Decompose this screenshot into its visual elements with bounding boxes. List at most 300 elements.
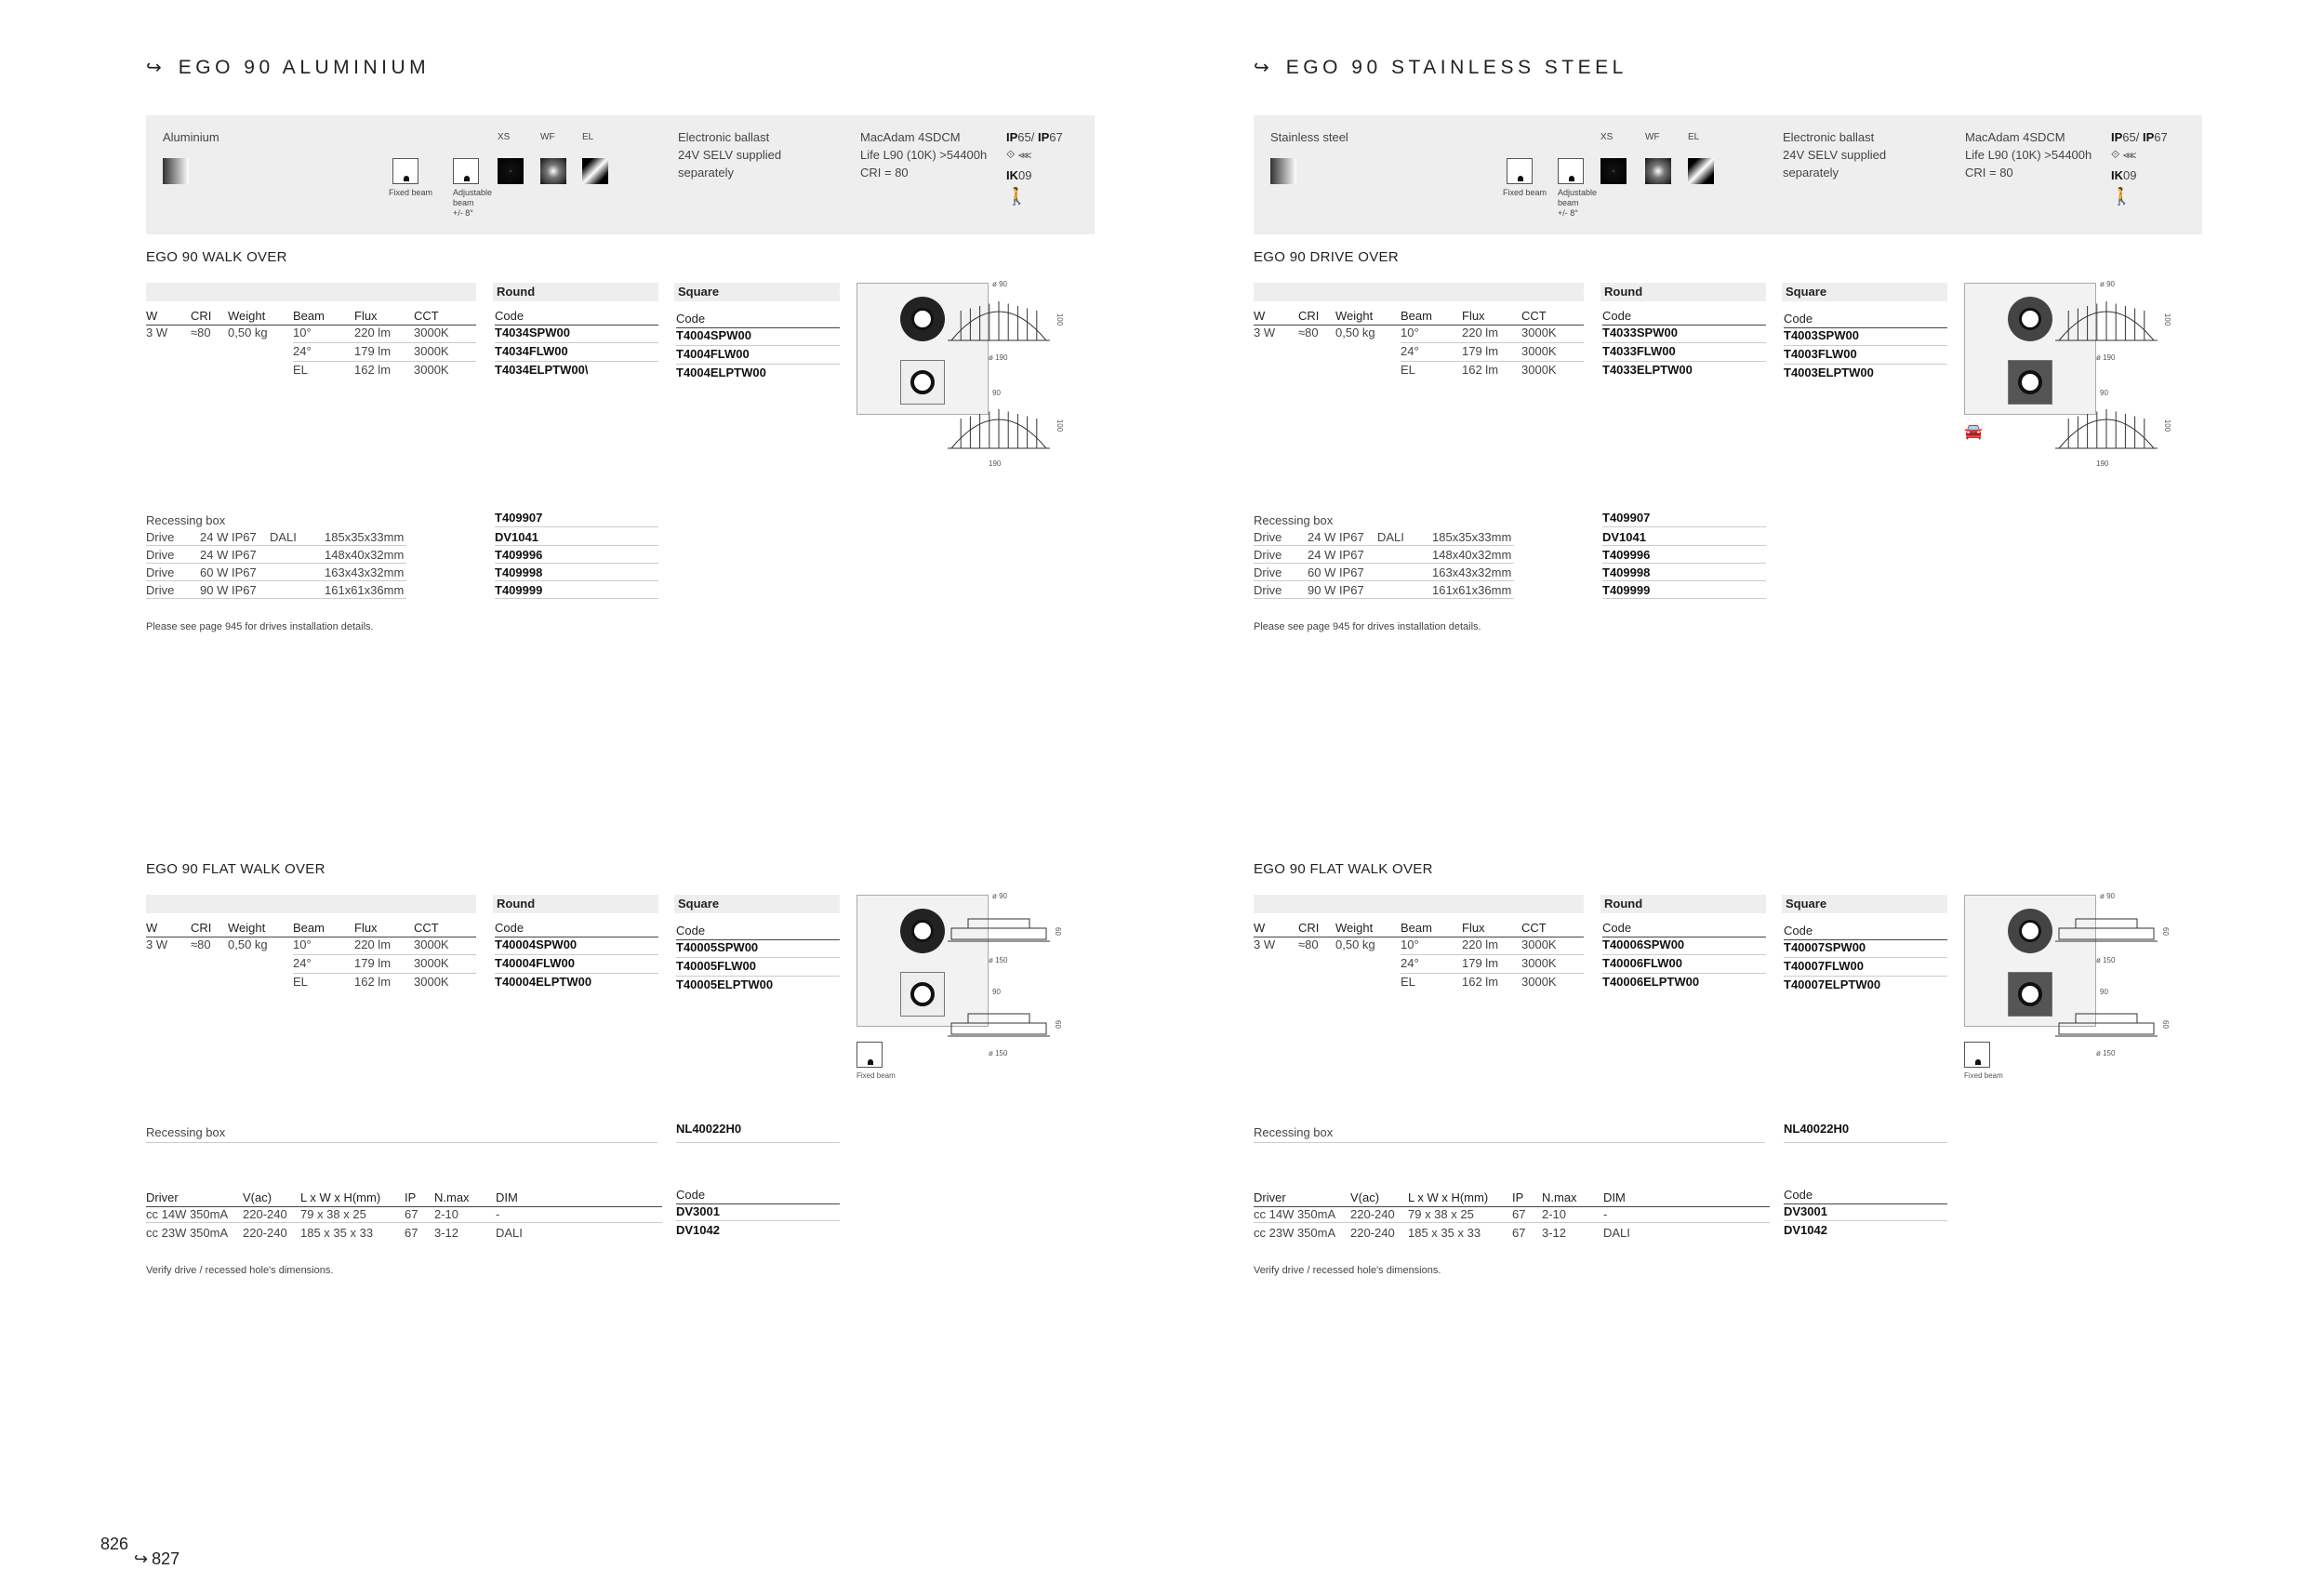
beam-row-value: 220 lm <box>354 326 392 339</box>
spec-value: 3 W <box>1254 326 1276 339</box>
round-label: Round <box>497 285 536 299</box>
fixture-section-drawing <box>2055 902 2158 947</box>
round-product-code: T40004ELPTW00 <box>495 975 592 989</box>
drive-size: 163x43x32mm <box>1432 565 1512 579</box>
square-label: Square <box>1786 897 1827 911</box>
row-divider <box>293 361 476 362</box>
installation-note: Please see page 945 for drives installation details. <box>1254 621 1481 632</box>
drive-power: 90 W IP67 <box>1308 583 1364 597</box>
beam-row-value: 3000K <box>414 326 449 339</box>
column-header: Flux <box>1462 921 1485 935</box>
dimension-label: 60 <box>2160 927 2170 936</box>
driver-value: 3-12 <box>434 1226 459 1240</box>
driver-value: - <box>496 1207 500 1221</box>
fixed-beam-icon <box>1507 158 1533 184</box>
row-divider <box>1602 563 1766 564</box>
dimension-label: ø 190 <box>2096 353 2116 362</box>
dimension-label: ø 150 <box>989 1049 1008 1057</box>
drive-code: T409998 <box>495 565 543 579</box>
ik-rating: IK09 <box>1006 168 1032 182</box>
beam-row-value: 162 lm <box>354 363 392 377</box>
beam-row-value: 3000K <box>1521 363 1557 377</box>
drive-size: 185x35x33mm <box>325 530 405 544</box>
beam-row-value: 24° <box>1401 344 1419 358</box>
column-header: Flux <box>354 309 378 323</box>
column-header: Beam <box>293 309 325 323</box>
square-fixture-icon <box>2008 360 2052 405</box>
row-divider <box>1602 545 1766 546</box>
spec-value: ≈80 <box>191 326 211 339</box>
driver-column-header: Driver <box>146 1190 179 1204</box>
ip-symbols-icon: ⟐ ⋘ <box>2111 148 2137 161</box>
beam-row-value: 220 lm <box>1462 326 1499 339</box>
column-header: Weight <box>228 921 266 935</box>
row-divider <box>293 342 476 343</box>
round-product-code: T4034ELPTW00\ <box>495 363 589 377</box>
round-code-header: Code <box>1602 309 1632 323</box>
square-label: Square <box>678 285 720 299</box>
round-product-code: T40004FLW00 <box>495 956 575 970</box>
square-product-code: T4003ELPTW00 <box>1784 366 1874 379</box>
spec-value: 0,50 kg <box>228 326 268 339</box>
drive-type: Drive <box>1254 548 1282 562</box>
fixed-beam-label: Fixed beam <box>1503 188 1547 197</box>
beam-row-value: 3000K <box>1521 344 1557 358</box>
row-divider <box>495 526 658 527</box>
row-divider <box>1784 345 1947 346</box>
beam-row-value: EL <box>293 975 308 989</box>
ip-rating: IP65/ IP67 <box>1006 130 1063 144</box>
driver-value: cc 14W 350mA <box>146 1207 229 1221</box>
square-product-code: T4003SPW00 <box>1784 328 1859 342</box>
square-code-header: Code <box>676 924 706 937</box>
beam-row-value: 10° <box>293 326 312 339</box>
row-divider <box>1784 976 1947 977</box>
round-product-code: T4033SPW00 <box>1602 326 1678 339</box>
row-divider <box>293 954 476 955</box>
driver-value: 67 <box>405 1226 418 1240</box>
beam-wf-icon <box>540 158 566 184</box>
square-product-code: T40007ELPTW00 <box>1784 977 1881 991</box>
section-heading: EGO 90 WALK OVER <box>146 249 287 265</box>
beam-el-icon <box>582 158 608 184</box>
fixture-section-drawing <box>948 290 1050 346</box>
column-header: W <box>146 921 158 935</box>
driver-column-header: IP <box>405 1190 417 1204</box>
row-divider <box>495 598 658 599</box>
adjustable-beam-label: Adjustable beam +/- 8° <box>453 188 493 218</box>
square-code-header: Code <box>1784 312 1813 326</box>
dimension-label: 100 <box>1056 419 1065 432</box>
fixture-section-drawing <box>2055 398 2158 454</box>
dimension-label: 100 <box>1056 312 1065 326</box>
spec-value: 3 W <box>146 937 168 951</box>
driver-value: DALI <box>1603 1226 1630 1240</box>
beam-row-value: 3000K <box>414 975 449 989</box>
beam-xs-label: XS <box>498 132 511 142</box>
driver-value: 67 <box>405 1207 418 1221</box>
page-right <box>1254 0 2202 1569</box>
column-header: CRI <box>1298 921 1320 935</box>
beam-row-value: 3000K <box>1521 956 1557 970</box>
row-divider <box>495 954 658 955</box>
driver-value: 79 x 38 x 25 <box>1408 1207 1474 1221</box>
beam-row-value: 179 lm <box>1462 344 1499 358</box>
column-header: Weight <box>228 309 266 323</box>
square-code-header: Code <box>1784 924 1813 937</box>
beam-xs-icon <box>1600 158 1627 184</box>
drive-size: 185x35x33mm <box>1432 530 1512 544</box>
fixed-beam-icon <box>392 158 418 184</box>
row-divider <box>1401 361 1584 362</box>
car-icon: 🚘 <box>1964 424 1983 440</box>
round-fixture-icon <box>900 297 945 341</box>
spec-value: ≈80 <box>1298 326 1319 339</box>
section-heading: EGO 90 FLAT WALK OVER <box>1254 861 1433 877</box>
row-divider <box>1602 526 1766 527</box>
driver-column-header: Driver <box>1254 1190 1286 1204</box>
recessing-box-code: NL40022H0 <box>1784 1122 1850 1136</box>
row-divider <box>676 976 840 977</box>
dimension-label: 60 <box>2160 1020 2170 1029</box>
drive-power: 24 W IP67 <box>1308 530 1364 544</box>
row-divider <box>676 1220 840 1221</box>
dimension-label: 60 <box>1053 1020 1062 1029</box>
spec-value: ≈80 <box>1298 937 1319 951</box>
fixed-beam-icon <box>857 1042 883 1068</box>
column-header: CCT <box>414 921 439 935</box>
installation-note: Please see page 945 for drives installation details. <box>146 621 374 632</box>
dimension-label: ø 90 <box>2100 280 2116 288</box>
fixture-section-drawing <box>2055 290 2158 346</box>
driver-value: DALI <box>496 1226 523 1240</box>
beam-row-value: 24° <box>293 956 312 970</box>
square-product-code: T40007SPW00 <box>1784 940 1866 954</box>
round-label: Round <box>1604 285 1643 299</box>
row-divider <box>495 580 658 581</box>
driver-value: 67 <box>1512 1207 1526 1221</box>
macadam-info: MacAdam 4SDCM Life L90 (10K) >54400h CRI = 80 <box>860 130 988 180</box>
row-divider <box>146 598 406 599</box>
driver-code: DV3001 <box>676 1204 720 1218</box>
info-band <box>146 115 1095 234</box>
recessing-box-code: T409907 <box>495 511 543 525</box>
drive-type: Drive <box>146 583 175 597</box>
fixture-section-drawing <box>2055 997 2158 1042</box>
beam-el-icon <box>1688 158 1714 184</box>
adjustable-beam-icon <box>453 158 479 184</box>
beam-row-value: 10° <box>293 937 312 951</box>
driver-value: 220-240 <box>1350 1207 1395 1221</box>
spec-header-bar <box>1254 895 1584 913</box>
dimension-label: 190 <box>2096 459 2109 468</box>
spec-header-bar <box>1254 283 1584 301</box>
square-code-header: Code <box>676 312 706 326</box>
dimension-label: ø 190 <box>989 353 1008 362</box>
drive-power: 24 W IP67 <box>1308 548 1364 562</box>
drive-power: 24 W IP67 <box>200 548 257 562</box>
driver-column-header: IP <box>1512 1190 1524 1204</box>
dimension-label: 90 <box>992 988 1001 996</box>
dimension-label: ø 150 <box>2096 956 2116 964</box>
fixed-beam-label: Fixed beam <box>857 1071 896 1080</box>
drive-type: Drive <box>1254 565 1282 579</box>
row-divider <box>1602 598 1766 599</box>
beam-row-value: 3000K <box>414 956 449 970</box>
row-divider <box>1602 954 1766 955</box>
drive-code: DV1041 <box>1602 530 1646 544</box>
driver-column-header: DIM <box>496 1190 518 1204</box>
spec-value: 0,50 kg <box>1335 937 1375 951</box>
column-header: W <box>1254 309 1266 323</box>
beam-row-value: 3000K <box>414 363 449 377</box>
column-header: Flux <box>1462 309 1485 323</box>
square-fixture-icon <box>2008 972 2052 1017</box>
dimension-label: ø 90 <box>992 892 1008 900</box>
beam-row-value: 179 lm <box>1462 956 1499 970</box>
page-title: ↪ EGO 90 ALUMINIUM <box>146 57 431 78</box>
column-header: W <box>1254 921 1266 935</box>
column-header: W <box>146 309 158 323</box>
drive-type: Drive <box>146 565 175 579</box>
drive-power: 60 W IP67 <box>200 565 257 579</box>
square-product-code: T40005ELPTW00 <box>676 977 774 991</box>
driver-value: 79 x 38 x 25 <box>300 1207 366 1221</box>
row-divider <box>495 342 658 343</box>
beam-row-value: EL <box>1401 975 1415 989</box>
round-label: Round <box>1604 897 1643 911</box>
round-fixture-icon <box>2008 909 2052 953</box>
row-divider <box>495 563 658 564</box>
row-divider <box>1254 1142 1765 1143</box>
recessing-box-label: Recessing box <box>1254 1125 1334 1139</box>
page-number-left: 826 <box>100 1535 129 1553</box>
dimension-label: ø 90 <box>992 280 1008 288</box>
row-divider <box>495 545 658 546</box>
beam-row-value: 220 lm <box>354 937 392 951</box>
row-divider <box>146 545 406 546</box>
dimension-label: 190 <box>989 459 1002 468</box>
beam-row-value: 162 lm <box>1462 363 1499 377</box>
spec-value: 3 W <box>146 326 168 339</box>
round-code-header: Code <box>1602 921 1632 935</box>
recessing-box-label: Recessing box <box>146 513 226 527</box>
row-divider <box>1602 361 1766 362</box>
material-swatch <box>1270 158 1296 184</box>
driver-value: 67 <box>1512 1226 1526 1240</box>
driver-value: 2-10 <box>1542 1207 1567 1221</box>
page-left <box>146 0 1095 1569</box>
square-product-code: T4004ELPTW00 <box>676 366 766 379</box>
row-divider <box>1784 1220 1947 1221</box>
driver-value: 3-12 <box>1542 1226 1567 1240</box>
square-product-code: T40007FLW00 <box>1784 959 1864 973</box>
drive-code: T409996 <box>495 548 543 562</box>
square-product-code: T40005SPW00 <box>676 940 759 954</box>
fixture-section-drawing <box>948 997 1050 1042</box>
driver-code-header: Code <box>676 1188 706 1202</box>
fixture-section-drawing <box>948 902 1050 947</box>
ip-symbols-icon: ⟐ ⋘ <box>1006 148 1032 161</box>
column-header: Beam <box>1401 921 1432 935</box>
dimension-label: ø 90 <box>2100 892 2116 900</box>
column-header: CCT <box>1521 921 1547 935</box>
arrow-icon: ↪ <box>146 58 162 78</box>
driver-code-header: Code <box>1784 1188 1813 1202</box>
driver-column-header: DIM <box>1603 1190 1626 1204</box>
walking-person-icon: 🚶 <box>1006 187 1028 206</box>
row-divider <box>1254 598 1514 599</box>
round-product-code: T4033ELPTW00 <box>1602 363 1693 377</box>
drive-type: Drive <box>146 548 175 562</box>
row-divider <box>676 364 840 365</box>
drive-code: DV1041 <box>495 530 538 544</box>
round-fixture-icon <box>2008 297 2052 341</box>
drive-type: Drive <box>146 530 175 544</box>
driver-column-header: N.max <box>434 1190 470 1204</box>
square-product-code: T4003FLW00 <box>1784 347 1857 361</box>
beam-row-value: 10° <box>1401 937 1419 951</box>
spec-header-bar <box>146 895 476 913</box>
driver-value: 185 x 35 x 33 <box>300 1226 374 1240</box>
material-swatch <box>163 158 189 184</box>
spec-value: ≈80 <box>191 937 211 951</box>
drive-size: 163x43x32mm <box>325 565 405 579</box>
recessing-box-code: T409907 <box>1602 511 1651 525</box>
verify-note: Verify drive / recessed hole's dimensions. <box>1254 1265 1441 1276</box>
arrow-icon: ↪ <box>1254 58 1269 78</box>
macadam-info: MacAdam 4SDCM Life L90 (10K) >54400h CRI = 80 <box>1965 130 2092 180</box>
round-product-code: T4034SPW00 <box>495 326 570 339</box>
page-title: ↪ EGO 90 STAINLESS STEEL <box>1254 57 1627 78</box>
drive-code: T409999 <box>1602 583 1651 597</box>
row-divider <box>1602 580 1766 581</box>
row-divider <box>1784 364 1947 365</box>
drive-dim: DALI <box>270 530 297 544</box>
dimension-label: 90 <box>2100 988 2108 996</box>
drive-size: 161x61x36mm <box>1432 583 1512 597</box>
round-product-code: T40004SPW00 <box>495 937 578 951</box>
fixture-section-drawing <box>948 398 1050 454</box>
row-divider <box>676 957 840 958</box>
row-divider <box>495 361 658 362</box>
spec-value: 0,50 kg <box>228 937 268 951</box>
fixed-beam-label: Fixed beam <box>1964 1071 2003 1080</box>
row-divider <box>1401 973 1584 974</box>
driver-value: cc 14W 350mA <box>1254 1207 1336 1221</box>
driver-code: DV3001 <box>1784 1204 1827 1218</box>
beam-row-value: 220 lm <box>1462 937 1499 951</box>
material-label: Stainless steel <box>1270 130 1348 144</box>
column-header: CRI <box>191 309 212 323</box>
driver-value: 220-240 <box>243 1207 287 1221</box>
dimension-label: 100 <box>2163 312 2172 326</box>
drive-dim: DALI <box>1377 530 1404 544</box>
round-code-header: Code <box>495 309 525 323</box>
beam-row-value: 3000K <box>1521 975 1557 989</box>
drive-code: T409996 <box>1602 548 1651 562</box>
column-header: CRI <box>1298 309 1320 323</box>
section-heading: EGO 90 FLAT WALK OVER <box>146 861 325 877</box>
beam-row-value: 162 lm <box>1462 975 1499 989</box>
drive-size: 148x40x32mm <box>1432 548 1512 562</box>
dimension-label: 90 <box>2100 389 2108 397</box>
driver-column-header: V(ac) <box>1350 1190 1380 1204</box>
square-label: Square <box>678 897 720 911</box>
beam-el-label: EL <box>582 132 594 142</box>
driver-value: 2-10 <box>434 1207 459 1221</box>
round-label: Round <box>497 897 536 911</box>
beam-wf-label: WF <box>1645 132 1660 142</box>
drive-type: Drive <box>1254 530 1282 544</box>
fixed-beam-label: Fixed beam <box>389 188 433 197</box>
dimension-label: 100 <box>2163 419 2172 432</box>
row-divider <box>1254 545 1514 546</box>
driver-column-header: V(ac) <box>243 1190 272 1204</box>
column-header: CCT <box>1521 309 1547 323</box>
driver-value: - <box>1603 1207 1608 1221</box>
driver-column-header: N.max <box>1542 1190 1577 1204</box>
column-header: Weight <box>1335 309 1374 323</box>
walking-person-icon: 🚶 <box>2111 187 2132 206</box>
round-product-code: T40006ELPTW00 <box>1602 975 1700 989</box>
dimension-label: 60 <box>1053 927 1062 936</box>
row-divider <box>1401 342 1584 343</box>
driver-value: cc 23W 350mA <box>1254 1226 1336 1240</box>
spec-value: 3 W <box>1254 937 1276 951</box>
round-product-code: T4034FLW00 <box>495 344 568 358</box>
recessing-box-label: Recessing box <box>1254 513 1334 527</box>
beam-wf-icon <box>1645 158 1671 184</box>
column-header: Weight <box>1335 921 1374 935</box>
recessing-box-code: NL40022H0 <box>676 1122 742 1136</box>
row-divider <box>495 973 658 974</box>
beam-row-value: EL <box>1401 363 1415 377</box>
row-divider <box>146 1142 657 1143</box>
column-header: Beam <box>1401 309 1432 323</box>
row-divider <box>1602 973 1766 974</box>
square-fixture-icon <box>900 360 945 405</box>
info-band <box>1254 115 2202 234</box>
ballast-info: Electronic ballast 24V SELV supplied separately <box>1783 130 1887 180</box>
row-divider <box>1254 563 1514 564</box>
driver-value: 220-240 <box>1350 1226 1395 1240</box>
drive-power: 90 W IP67 <box>200 583 257 597</box>
column-header: Flux <box>354 921 378 935</box>
row-divider <box>1784 957 1947 958</box>
beam-xs-label: XS <box>1600 132 1614 142</box>
row-divider <box>1254 1222 1770 1223</box>
driver-code: DV1042 <box>1784 1223 1827 1237</box>
round-product-code: T40006SPW00 <box>1602 937 1685 951</box>
beam-wf-label: WF <box>540 132 555 142</box>
verify-note: Verify drive / recessed hole's dimensions. <box>146 1265 334 1276</box>
beam-row-value: 3000K <box>414 344 449 358</box>
ballast-info: Electronic ballast 24V SELV supplied separately <box>678 130 782 180</box>
beam-el-label: EL <box>1688 132 1700 142</box>
drive-code: T409998 <box>1602 565 1651 579</box>
dimension-label: ø 150 <box>2096 1049 2116 1057</box>
beam-row-value: 179 lm <box>354 344 392 358</box>
beam-row-value: 3000K <box>1521 937 1557 951</box>
column-header: Beam <box>293 921 325 935</box>
drive-power: 24 W IP67 <box>200 530 257 544</box>
ik-rating: IK09 <box>2111 168 2137 182</box>
driver-value: 220-240 <box>243 1226 287 1240</box>
row-divider <box>1254 580 1514 581</box>
driver-column-header: L x W x H(mm) <box>300 1190 381 1204</box>
row-divider <box>146 580 406 581</box>
